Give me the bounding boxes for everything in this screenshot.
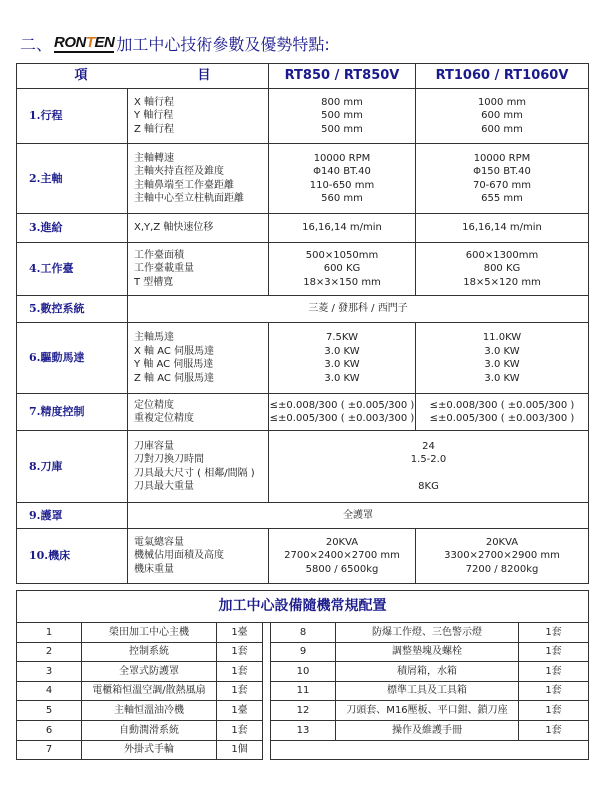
header-model-a: RT850 / RT850V xyxy=(269,64,416,89)
config-qty: 1臺 xyxy=(217,623,263,643)
config-row xyxy=(17,681,589,701)
config-no: 13 xyxy=(271,720,336,740)
spec-value-a: 7.5KW 3.0 KW 3.0 KW 3.0 KW xyxy=(269,323,416,394)
spec-sub-items: X 軸行程 Y 軸行程 Z 軸行程 xyxy=(128,89,269,144)
config-qty: 1套 xyxy=(217,662,263,682)
config-row xyxy=(17,642,589,662)
config-name: 控制系統 xyxy=(82,642,217,662)
config-qty: 1套 xyxy=(519,623,589,643)
spec-value-a: 16,16,14 m/min xyxy=(269,214,416,243)
spec-value-b: 20KVA 3300×2700×2900 mm 7200 / 8200kg xyxy=(416,529,589,584)
spec-value-merged: 全護罩 xyxy=(128,503,589,529)
spec-category: 5.數控系統 xyxy=(17,296,128,323)
config-divider xyxy=(263,623,271,760)
config-qty: 1套 xyxy=(519,662,589,682)
spec-value-a: 20KVA 2700×2400×2700 mm 5800 / 6500kg xyxy=(269,529,416,584)
spec-category: 2.主軸 xyxy=(17,144,128,214)
config-qty: 1套 xyxy=(519,701,589,721)
spec-category: 6.驅動馬達 xyxy=(17,323,128,394)
spec-sub-items: 定位精度 重複定位精度 xyxy=(128,394,269,431)
spec-header-row xyxy=(17,64,589,89)
spec-value-a: ≤±0.008/300 ( ±0.005/300 ) ≤±0.005/300 ( ±0.003/300 ) xyxy=(269,394,416,431)
config-row xyxy=(17,720,589,740)
config-name: 外掛式手輪 xyxy=(82,740,217,760)
spec-row xyxy=(17,243,589,296)
spec-table xyxy=(16,63,589,584)
title-text: 加工中心技術參數及優勢特點: xyxy=(116,35,330,54)
spec-category: 10.機床 xyxy=(17,529,128,584)
config-row xyxy=(17,623,589,643)
config-name: 榮田加工中心主機 xyxy=(82,623,217,643)
spec-sub-items: 工作臺面積 工作臺載重量 T 型槽寬 xyxy=(128,243,269,296)
config-table xyxy=(16,590,589,760)
spec-row xyxy=(17,323,589,394)
spec-value-merged: 三菱 / 發那科 / 西門子 xyxy=(128,296,589,323)
config-no: 3 xyxy=(17,662,82,682)
spec-row xyxy=(17,529,589,584)
spec-sub-items: 主軸轉速 主軸夾持直徑及錐度 主軸鼻端至工作臺距離 主軸中心至立柱軌面距離 xyxy=(128,144,269,214)
spec-value-a: 800 mm 500 mm 500 mm xyxy=(269,89,416,144)
config-no: 4 xyxy=(17,681,82,701)
config-no: 6 xyxy=(17,720,82,740)
config-empty-cell xyxy=(271,740,589,760)
config-no: 11 xyxy=(271,681,336,701)
config-no: 10 xyxy=(271,662,336,682)
config-qty: 1套 xyxy=(217,642,263,662)
config-no: 1 xyxy=(17,623,82,643)
spec-category: 1.行程 xyxy=(17,89,128,144)
spec-value-merged: 24 1.5-2.0 8KG xyxy=(269,431,589,503)
spec-value-b: 16,16,14 m/min xyxy=(416,214,589,243)
config-no: 8 xyxy=(271,623,336,643)
title-prefix: 二、 xyxy=(20,35,53,54)
config-row xyxy=(17,701,589,721)
spec-category: 7.精度控制 xyxy=(17,394,128,431)
spec-sub-items: 電氣總容量 機械佔用面積及高度 機床重量 xyxy=(128,529,269,584)
spec-value-a: 10000 RPM Φ140 BT.40 110-650 mm 560 mm xyxy=(269,144,416,214)
config-name: 全罩式防護罩 xyxy=(82,662,217,682)
config-qty: 1套 xyxy=(217,720,263,740)
config-qty: 1套 xyxy=(217,681,263,701)
header-model-b: RT1060 / RT1060V xyxy=(416,64,589,89)
header-item: 項 目 xyxy=(17,64,269,89)
config-qty: 1套 xyxy=(519,720,589,740)
config-name: 自動潤滑系統 xyxy=(82,720,217,740)
config-no: 12 xyxy=(271,701,336,721)
config-qty: 1個 xyxy=(217,740,263,760)
config-qty: 1臺 xyxy=(217,701,263,721)
spec-value-b: 10000 RPM Φ150 BT.40 70-670 mm 655 mm xyxy=(416,144,589,214)
config-no: 2 xyxy=(17,642,82,662)
config-name: 操作及維護手冊 xyxy=(336,720,519,740)
spec-value-b: ≤±0.008/300 ( ±0.005/300 ) ≤±0.005/300 ( ±0.003/300 ) xyxy=(416,394,589,431)
page-title xyxy=(20,32,330,55)
spec-row xyxy=(17,503,589,529)
config-name: 刀頭套、M16壓板、平口鉗、鎖刀座 xyxy=(336,701,519,721)
config-name: 防爆工作燈、三色警示燈 xyxy=(336,623,519,643)
config-name: 標準工具及工具箱 xyxy=(336,681,519,701)
spec-category: 3.進給 xyxy=(17,214,128,243)
spec-category: 8.刀庫 xyxy=(17,431,128,503)
config-no: 9 xyxy=(271,642,336,662)
config-name: 主軸恒溫油冷機 xyxy=(82,701,217,721)
config-no: 5 xyxy=(17,701,82,721)
spec-sub-items: 刀庫容量 刀對刀換刀時間 刀具最大尺寸 ( 相鄰/間隔 ) 刀具最大重量 xyxy=(128,431,269,503)
config-qty: 1套 xyxy=(519,642,589,662)
spec-category: 9.護罩 xyxy=(17,503,128,529)
ronten-logo: RONTEN xyxy=(54,34,115,51)
spec-category: 4.工作臺 xyxy=(17,243,128,296)
config-title: 加工中心設備隨機常規配置 xyxy=(17,591,589,623)
spec-value-b: 600×1300mm 800 KG 18×5×120 mm xyxy=(416,243,589,296)
config-qty: 1套 xyxy=(519,681,589,701)
spec-row xyxy=(17,144,589,214)
spec-value-b: 11.0KW 3.0 KW 3.0 KW 3.0 KW xyxy=(416,323,589,394)
config-name: 調整墊塊及螺栓 xyxy=(336,642,519,662)
spec-value-a: 500×1050mm 600 KG 18×3×150 mm xyxy=(269,243,416,296)
config-no: 7 xyxy=(17,740,82,760)
config-row xyxy=(17,740,589,760)
spec-row xyxy=(17,394,589,431)
spec-row xyxy=(17,89,589,144)
config-row xyxy=(17,662,589,682)
spec-row xyxy=(17,214,589,243)
spec-sub-items: X,Y,Z 軸快速位移 xyxy=(128,214,269,243)
config-name: 電櫃箱恒溫空調/散熱風扇 xyxy=(82,681,217,701)
spec-row xyxy=(17,431,589,503)
spec-value-b: 1000 mm 600 mm 600 mm xyxy=(416,89,589,144)
spec-sub-items: 主軸馬達 X 軸 AC 伺服馬達 Y 軸 AC 伺服馬達 Z 軸 AC 伺服馬達 xyxy=(128,323,269,394)
config-name: 積屑箱，水箱 xyxy=(336,662,519,682)
spec-row xyxy=(17,296,589,323)
